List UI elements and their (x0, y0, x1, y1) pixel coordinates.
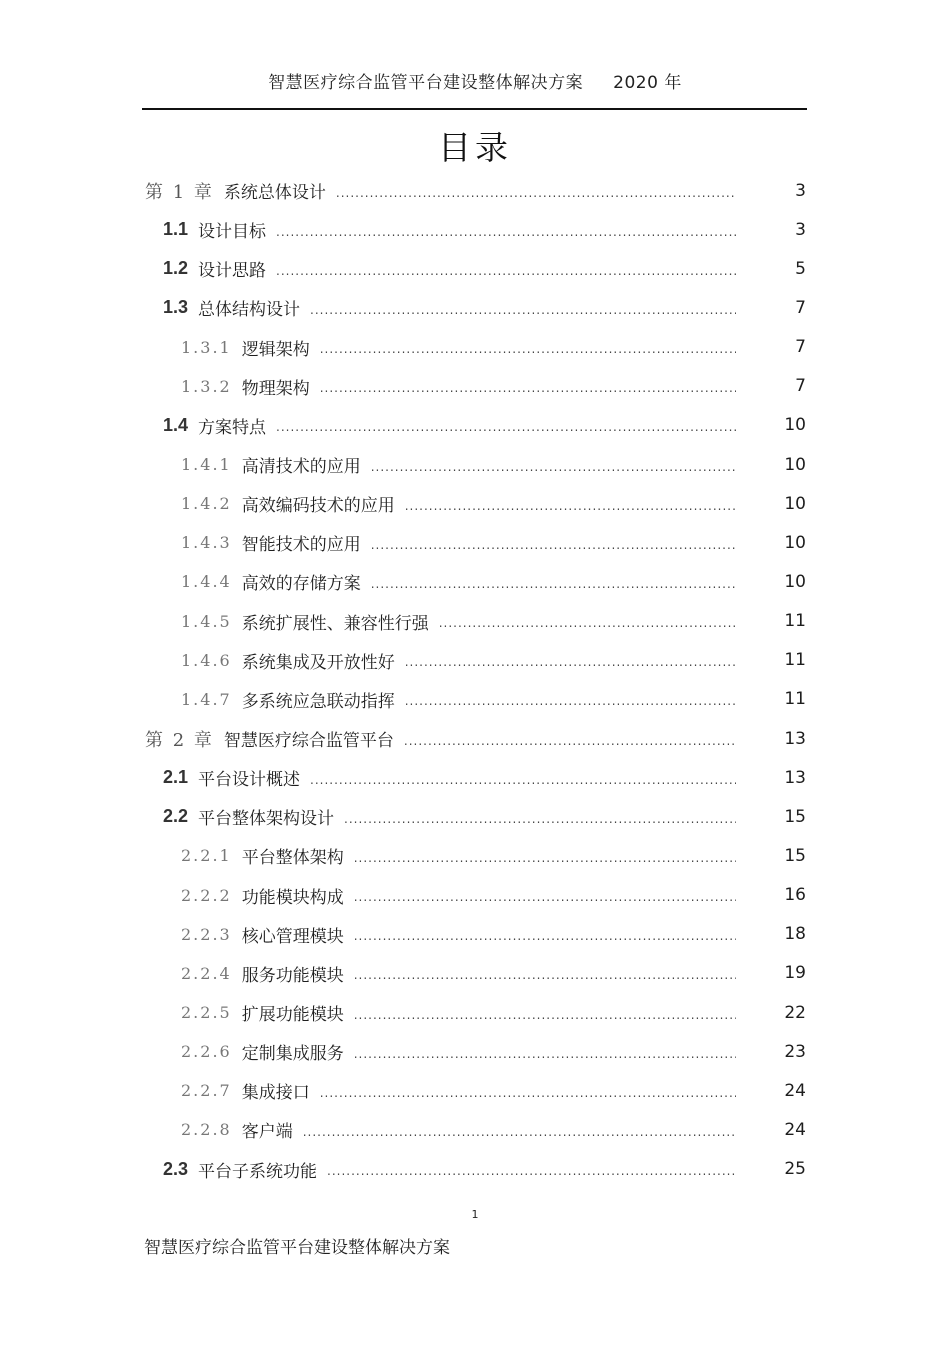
toc-entry-text (181, 648, 736, 673)
toc-entry-page: 10 (784, 532, 806, 553)
toc-entry-section[interactable] (0, 1150, 950, 1189)
toc-entry-number: 2.2.6 (181, 1042, 232, 1062)
toc-dot-leader (320, 1083, 736, 1099)
toc-dot-leader (405, 691, 736, 707)
toc-entry-sub[interactable] (0, 523, 950, 562)
toc-entry-section[interactable] (0, 288, 950, 327)
toc-entry-sub[interactable] (0, 602, 950, 641)
toc-entry-number: 1.4.2 (181, 494, 232, 514)
toc-entry-sub[interactable] (0, 367, 950, 406)
toc-entry-number: 1.4.7 (181, 689, 232, 709)
toc-entry-label: 高效的存储方案 (241, 574, 361, 595)
toc-title: 目录 (438, 128, 512, 167)
toc-dot-leader (310, 770, 736, 786)
toc-entry-number: 2.2.4 (181, 963, 232, 983)
toc-entry-number: 2.1 (163, 767, 189, 788)
toc-entry-sub[interactable] (0, 1110, 950, 1149)
toc-entry-text (163, 413, 736, 438)
toc-entry-label: 客户端 (241, 1122, 293, 1143)
toc-dot-leader (405, 496, 736, 512)
header-year: 2020 年 (613, 73, 682, 93)
toc-entry-label: 服务功能模块 (241, 965, 344, 986)
toc-entry-text (181, 1000, 736, 1025)
toc-dot-leader (354, 926, 736, 942)
toc-entry-sub[interactable] (0, 641, 950, 680)
toc-entry-label: 多系统应急联动指挥 (241, 691, 395, 712)
toc-entry-number: 1.4.1 (181, 455, 232, 475)
toc-entry-text (181, 1078, 736, 1103)
toc-entry-label: 智慧医疗综合监管平台 (223, 731, 394, 752)
toc-entry-page: 10 (784, 415, 806, 436)
toc-dot-leader (354, 887, 736, 903)
toc-entry-number: 1.3 (163, 297, 189, 318)
toc-entry-number: 2.2.3 (181, 924, 232, 944)
toc-entry-number: 1.4.6 (181, 650, 232, 670)
toc-entry-page: 24 (784, 1119, 806, 1140)
toc-entry-page: 10 (784, 454, 806, 475)
page-footer: 智慧医疗综合监管平台建设整体解决方案 (144, 1238, 450, 1258)
toc-entry-text (145, 178, 736, 204)
toc-entry-number: 2.2.7 (181, 1081, 232, 1101)
toc-entry-label: 方案特点 (198, 417, 267, 438)
toc-entry-number: 2.3 (163, 1158, 189, 1179)
toc-entry-label: 定制集成服务 (241, 1044, 344, 1065)
toc-entry-label: 设计目标 (198, 222, 267, 243)
toc-entry-page: 7 (795, 297, 806, 318)
toc-entry-label: 高效编码技术的应用 (241, 496, 395, 517)
toc-entry-page: 19 (784, 963, 806, 984)
toc-entry-page: 3 (795, 219, 806, 240)
toc-entry-label: 平台整体架构 (241, 848, 344, 869)
table-of-contents (0, 171, 950, 1189)
toc-dot-leader (276, 222, 736, 238)
header-divider (142, 108, 807, 110)
toc-entry-page: 25 (784, 1159, 806, 1180)
toc-entry-label: 平台设计概述 (198, 770, 301, 791)
toc-entry-chapter[interactable] (0, 171, 950, 210)
toc-entry-text (181, 687, 736, 712)
toc-entry-label: 物理架构 (241, 378, 310, 399)
toc-entry-sub[interactable] (0, 484, 950, 523)
toc-entry-page: 11 (784, 650, 806, 671)
toc-entry-sub[interactable] (0, 445, 950, 484)
toc-entry-page: 11 (784, 689, 806, 710)
toc-entry-label: 设计思路 (198, 261, 267, 282)
toc-dot-leader (320, 339, 736, 355)
toc-entry-label: 总体结构设计 (198, 300, 301, 321)
toc-entry-sub[interactable] (0, 1032, 950, 1071)
toc-entry-number: 1.3.1 (181, 337, 232, 357)
toc-dot-leader (405, 652, 736, 668)
toc-entry-label: 高清技术的应用 (241, 457, 361, 478)
toc-entry-page: 7 (795, 337, 806, 358)
toc-entry-page: 24 (784, 1080, 806, 1101)
toc-entry-text (163, 804, 736, 829)
toc-dot-leader (303, 1122, 736, 1138)
toc-entry-label: 逻辑架构 (241, 339, 310, 360)
toc-entry-sub[interactable] (0, 836, 950, 875)
toc-entry-text (181, 843, 736, 868)
toc-entry-section[interactable] (0, 249, 950, 288)
toc-entry-text (181, 374, 736, 399)
toc-entry-number: 2.2.2 (181, 885, 232, 905)
toc-entry-text (145, 726, 736, 752)
toc-entry-page: 13 (784, 767, 806, 788)
toc-dot-leader (276, 417, 736, 433)
toc-entry-number: 2.2.8 (181, 1120, 232, 1140)
toc-entry-page: 3 (795, 180, 806, 201)
toc-entry-number: 2.2.5 (181, 1003, 232, 1023)
toc-entry-page: 13 (784, 728, 806, 749)
toc-entry-section[interactable] (0, 758, 950, 797)
toc-entry-label: 平台子系统功能 (198, 1161, 318, 1182)
toc-entry-sub[interactable] (0, 562, 950, 601)
toc-entry-page: 10 (784, 493, 806, 514)
toc-entry-page: 23 (784, 1041, 806, 1062)
toc-dot-leader (371, 574, 736, 590)
toc-dot-leader (354, 965, 736, 981)
toc-dot-leader (371, 535, 736, 551)
toc-entry-page: 15 (784, 806, 806, 827)
toc-entry-section[interactable] (0, 797, 950, 836)
toc-entry-label: 智能技术的应用 (241, 535, 361, 556)
toc-entry-sub[interactable] (0, 328, 950, 367)
page-number: 1 (471, 1208, 479, 1221)
toc-dot-leader (439, 613, 736, 629)
toc-dot-leader (327, 1161, 736, 1177)
toc-entry-page: 11 (784, 611, 806, 632)
toc-entry-text (163, 217, 736, 242)
toc-dot-leader (344, 809, 736, 825)
toc-entry-page: 10 (784, 571, 806, 592)
header-title: 智慧医疗综合监管平台建设整体解决方案 (268, 73, 584, 93)
toc-entry-label: 核心管理模块 (241, 926, 344, 947)
toc-entry-text (181, 883, 736, 908)
toc-entry-sub[interactable] (0, 876, 950, 915)
toc-entry-number: 2.2 (163, 806, 189, 827)
toc-entry-text (181, 961, 736, 986)
toc-dot-leader (320, 378, 736, 394)
toc-entry-text (163, 295, 736, 320)
toc-entry-text (163, 1157, 736, 1182)
toc-entry-page: 7 (795, 376, 806, 397)
toc-entry-label: 系统集成及开放性好 (241, 652, 395, 673)
toc-entry-number: 2.2.1 (181, 846, 232, 866)
toc-dot-leader (354, 1044, 736, 1060)
toc-entry-number: 1.4.4 (181, 572, 232, 592)
toc-entry-number: 1.4 (163, 414, 189, 435)
page-header (0, 68, 950, 93)
toc-entry-section[interactable] (0, 406, 950, 445)
toc-dot-leader (336, 183, 736, 199)
toc-entry-label: 扩展功能模块 (241, 1005, 344, 1026)
toc-entry-text (181, 335, 736, 360)
toc-entry-page: 22 (784, 1002, 806, 1023)
toc-entry-label: 功能模块构成 (241, 887, 344, 908)
toc-entry-page: 16 (784, 885, 806, 906)
toc-entry-text (163, 765, 736, 790)
toc-dot-leader (371, 457, 736, 473)
toc-entry-number: 1.2 (163, 258, 189, 279)
toc-entry-number: 1.1 (163, 219, 189, 240)
toc-entry-text (181, 452, 736, 477)
toc-entry-sub[interactable] (0, 954, 950, 993)
toc-entry-label: 集成接口 (241, 1083, 310, 1104)
toc-entry-number: 1.4.3 (181, 533, 232, 553)
toc-dot-leader (310, 300, 736, 316)
toc-dot-leader (276, 261, 736, 277)
toc-entry-page: 15 (784, 845, 806, 866)
toc-entry-number: 1.3.2 (181, 376, 232, 396)
toc-entry-chapter[interactable] (0, 719, 950, 758)
toc-entry-text (181, 491, 736, 516)
toc-entry-sub[interactable] (0, 680, 950, 719)
toc-entry-sub[interactable] (0, 1071, 950, 1110)
toc-entry-text (163, 256, 736, 281)
toc-entry-text (181, 922, 736, 947)
toc-entry-text (181, 1117, 736, 1142)
toc-entry-number: 第 2 章 (145, 729, 214, 751)
toc-entry-page: 18 (784, 924, 806, 945)
toc-entry-text (181, 609, 736, 634)
toc-entry-sub[interactable] (0, 993, 950, 1032)
toc-entry-section[interactable] (0, 210, 950, 249)
toc-entry-label: 系统总体设计 (223, 183, 326, 204)
toc-entry-sub[interactable] (0, 915, 950, 954)
toc-entry-number: 1.4.5 (181, 611, 232, 631)
toc-entry-number: 第 1 章 (145, 181, 214, 203)
toc-entry-page: 5 (795, 258, 806, 279)
toc-entry-text (181, 1039, 736, 1064)
toc-entry-text (181, 530, 736, 555)
toc-entry-label: 平台整体架构设计 (198, 809, 335, 830)
toc-dot-leader (404, 731, 736, 747)
toc-dot-leader (354, 1005, 736, 1021)
toc-entry-text (181, 569, 736, 594)
toc-entry-label: 系统扩展性、兼容性行强 (241, 613, 429, 634)
toc-dot-leader (354, 848, 736, 864)
